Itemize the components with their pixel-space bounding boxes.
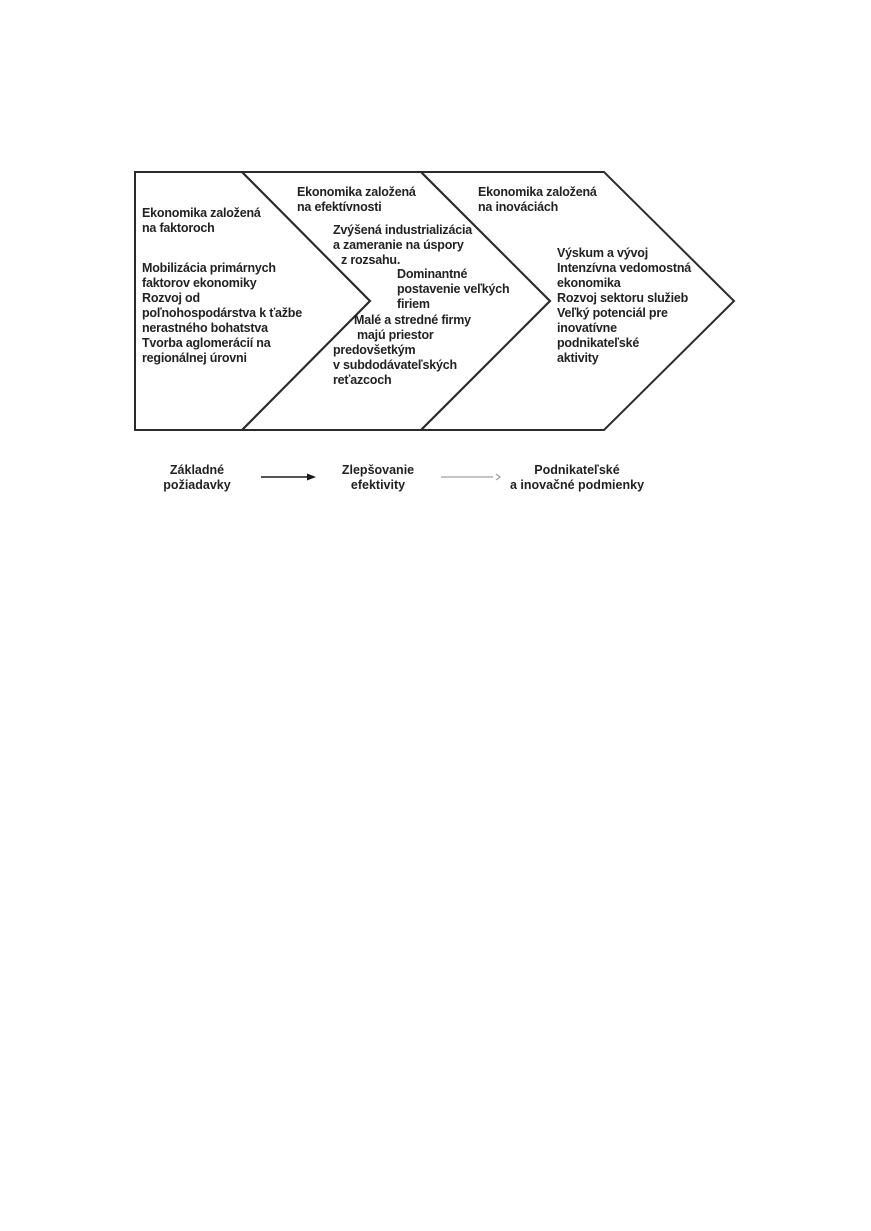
- progression-step-3: Podnikateľské a inovačné podmienky: [509, 463, 645, 492]
- stage-efficiency-body-2: Dominantné postavenie veľkých firiem: [397, 267, 510, 311]
- progression-step-2: Zlepšovanie efektivity: [341, 463, 415, 492]
- stage-efficiency-body-1: Zvýšená industrializácia a zameranie na úspory z rozsahu.: [333, 223, 473, 267]
- stage-factor-title: Ekonomika založená na faktoroch: [142, 206, 261, 235]
- stage-innovation-title: Ekonomika založená na inováciách: [478, 185, 597, 214]
- stage-innovation-body: Výskum a vývoj Intenzívna vedomostná ekonomika Rozvoj sektoru služieb Veľký potenciál pre inovatívne podnikateľské aktivity: [557, 246, 692, 365]
- stage-factor-body: Mobilizácia primárnych faktorov ekonomiky Rozvoj od poľnohospodárstva k ťažbe nerastného bohatstva Tvorba aglomerácií na regionálnej úrovni: [142, 261, 302, 365]
- stage-efficiency-title: Ekonomika založená na efektívnosti: [297, 185, 416, 214]
- arrow-2: [441, 474, 500, 480]
- progression-step-1: Základné požiadavky: [163, 463, 231, 492]
- arrow-1: [261, 474, 316, 481]
- stage-efficiency-body-3: Malé a stredné firmy majú priestor predovšetkým v subdodávateľských reťazcoch: [333, 313, 471, 387]
